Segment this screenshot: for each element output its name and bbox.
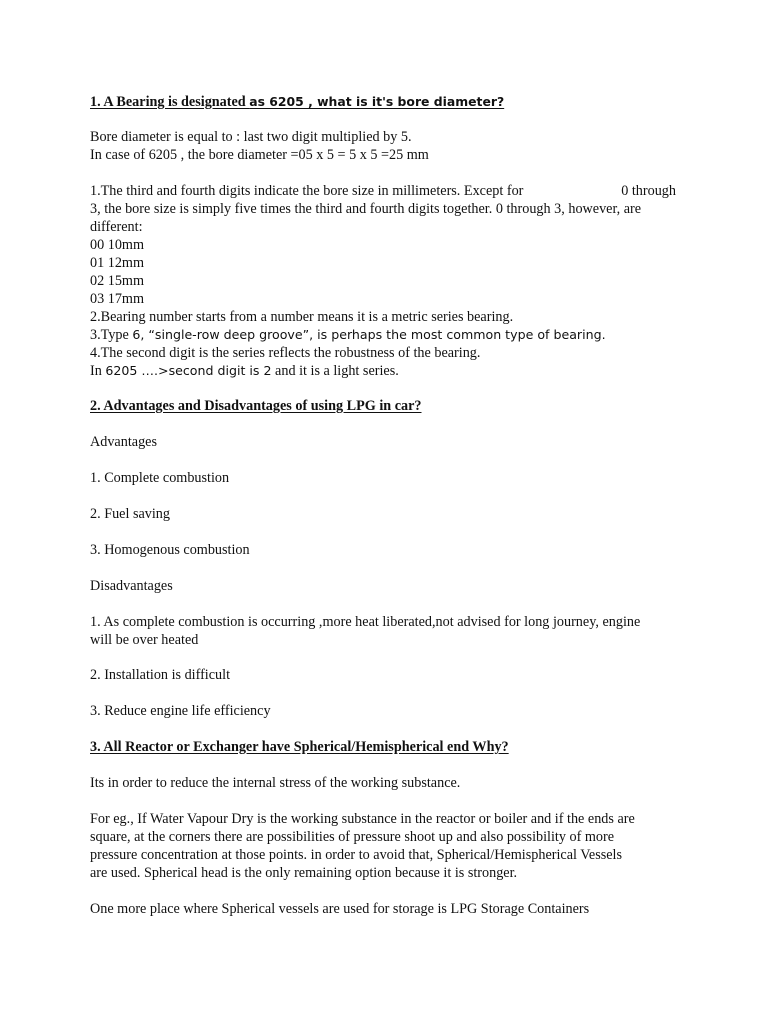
point-1-line-b: 3, the bore size is simply five times the third and fourth digits together. 0 through 3, however, are xyxy=(90,201,642,217)
disadvantages-label: Disadvantages xyxy=(90,578,173,594)
point-5-suffix: and it is a light series. xyxy=(271,363,399,379)
bore-rule-text: Bore diameter is equal to : last two digit multiplied by 5. xyxy=(90,129,412,145)
size-item: 00 10mm xyxy=(90,237,144,253)
storage-text: One more place where Spherical vessels are used for storage is LPG Storage Containers xyxy=(90,901,590,917)
example-line: For eg., If Water Vapour Dry is the working substance in the reactor or boiler and if the ends are xyxy=(90,811,635,827)
advantage-item: 1. Complete combustion xyxy=(90,470,230,486)
question-1-heading-prefix: 1. A Bearing is designated xyxy=(90,94,250,110)
point-1-line-a xyxy=(90,182,676,200)
size-item: 03 17mm xyxy=(90,291,144,307)
point-4-text: 4.The second digit is the series reflects the robustness of the bearing. xyxy=(90,345,481,361)
question-3-answer: Its in order to reduce the internal stress of the working substance. xyxy=(90,775,461,791)
point-3-text xyxy=(90,326,606,344)
question-1-heading xyxy=(90,93,504,111)
bore-example-text: In case of 6205 , the bore diameter =05 x 5 = 5 x 5 =25 mm xyxy=(90,147,429,163)
point-1-line-a-left: 1.The third and fourth digits indicate the bore size in millimeters. Except for xyxy=(90,183,524,199)
advantage-item: 2. Fuel saving xyxy=(90,506,170,522)
point-3-suffix: 6, “single-row deep groove”, is perhaps the most common type of bearing. xyxy=(132,327,606,342)
point-5-mid: 6205 ….>second digit is 2 xyxy=(105,363,272,378)
size-item: 01 12mm xyxy=(90,255,144,271)
advantage-item: 3. Homogenous combustion xyxy=(90,542,250,558)
point-3-prefix: 3.Type xyxy=(90,327,133,343)
example-line: are used. Spherical head is the only remaining option because it is stronger. xyxy=(90,865,518,881)
point-5-prefix: In xyxy=(90,363,106,379)
point-1-line-c: different: xyxy=(90,219,143,235)
advantages-label: Advantages xyxy=(90,434,157,450)
question-3-heading: 3. All Reactor or Exchanger have Spherical/Hemispherical end Why? xyxy=(90,739,509,755)
disadvantage-item: 3. Reduce engine life efficiency xyxy=(90,703,271,719)
size-item: 02 15mm xyxy=(90,273,144,289)
point-2-text: 2.Bearing number starts from a number means it is a metric series bearing. xyxy=(90,309,514,325)
point-1-line-a-right: 0 through xyxy=(621,183,676,199)
question-2-heading: 2. Advantages and Disadvantages of using LPG in car? xyxy=(90,398,422,414)
disadvantage-1-line-a: 1. As complete combustion is occurring ,more heat liberated,not advised for long journey, engine xyxy=(90,614,641,630)
disadvantage-item: 2. Installation is difficult xyxy=(90,667,231,683)
point-5-text xyxy=(90,362,399,380)
disadvantage-1-line-b: will be over heated xyxy=(90,632,199,648)
example-line: pressure concentration at those points. in order to avoid that, Spherical/Hemispherical Vessels xyxy=(90,847,623,863)
example-line: square, at the corners there are possibilities of pressure shoot up and also possibility of more xyxy=(90,829,615,845)
question-1-heading-suffix: as 6205 , what is it's bore diameter? xyxy=(249,94,505,109)
